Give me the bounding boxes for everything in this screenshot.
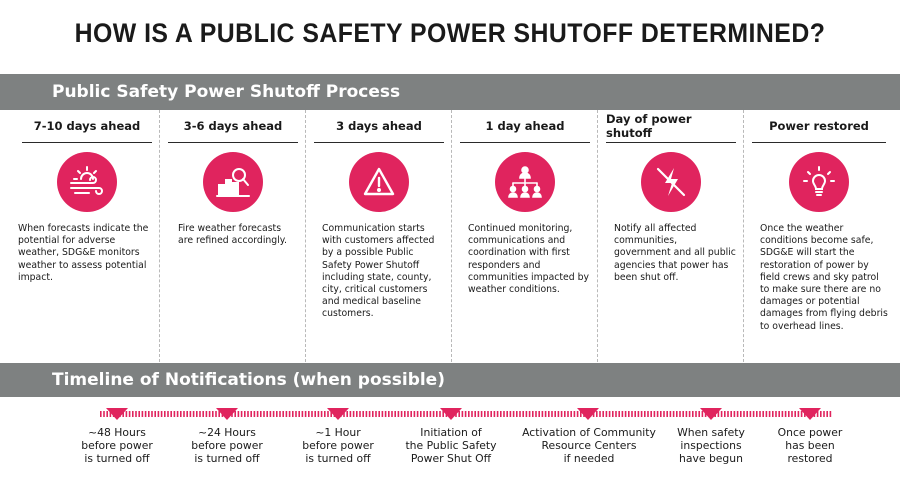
step-label: 3 days ahead (314, 110, 444, 143)
timeline-line: if needed (563, 452, 615, 465)
step-description: Notify all affected communities, government and all public agencies that power has been shut off. (614, 223, 736, 283)
chart-magnifier-icon (203, 152, 263, 212)
step-description: Fire weather forecasts are refined accordingly. (178, 223, 287, 247)
process-heading-text: Public Safety Power Shutoff Process (52, 82, 401, 102)
weather-wind-sun-icon (57, 152, 117, 212)
timeline-line: is turned off (305, 452, 371, 465)
timeline-line: have begun (679, 452, 743, 465)
step-power-restored (744, 110, 894, 362)
timeline-line: restored (787, 452, 833, 465)
timeline-marker (577, 408, 599, 420)
timeline-marker (327, 408, 349, 420)
no-power-icon (641, 152, 701, 212)
timeline-line: the Public Safety (405, 439, 497, 452)
timeline-line: Initiation of (420, 426, 482, 439)
timeline-line: Activation of Community (522, 426, 656, 439)
timeline-line: before power (191, 439, 263, 452)
timeline-line: is turned off (84, 452, 150, 465)
process-heading (0, 74, 900, 110)
warning-icon (349, 152, 409, 212)
step-label: 3-6 days ahead (168, 110, 298, 143)
step-3-days (306, 110, 452, 362)
timeline-marker (216, 408, 238, 420)
timeline-line: has been (785, 439, 835, 452)
timeline-line: is turned off (194, 452, 260, 465)
timeline-line: ~24 Hours (198, 426, 256, 439)
timeline-heading (0, 363, 900, 397)
timeline-line: ~1 Hour (315, 426, 361, 439)
timeline-marker (700, 408, 722, 420)
step-1-day (452, 110, 598, 362)
timeline-line: Resource Centers (541, 439, 637, 452)
people-network-icon (495, 152, 555, 212)
step-label: 1 day ahead (460, 110, 590, 143)
step-description: When forecasts indicate the potential for adverse weather, SDG&E monitors weather to assess potential impact. (18, 223, 149, 283)
timeline-marker (106, 408, 128, 420)
step-label: Power restored (752, 110, 886, 143)
timeline-item (386, 426, 516, 465)
step-3-6-days (160, 110, 306, 362)
timeline-line: before power (302, 439, 374, 452)
timeline-marker (799, 408, 821, 420)
step-day-of-shutoff (598, 110, 744, 362)
page-title: HOW IS A PUBLIC SAFETY POWER SHUTOFF DETERMINED? (74, 18, 826, 48)
timeline-item (273, 426, 403, 465)
timeline-heading-text: Timeline of Notifications (when possible) (52, 370, 445, 390)
timeline-line: before power (81, 439, 153, 452)
step-label: 7-10 days ahead (22, 110, 152, 143)
step-description: Communication starts with customers affected by a possible Public Safety Power Shutoff including state, county, city, critical customers and medical baseline customers. (322, 223, 435, 320)
step-7-10-days (14, 110, 160, 362)
timeline-line: ~48 Hours (88, 426, 146, 439)
timeline-item (745, 426, 875, 465)
step-label: Day of power shutoff (606, 110, 736, 143)
timeline-marker (440, 408, 462, 420)
timeline-line: When safety (677, 426, 745, 439)
timeline-item (513, 426, 665, 465)
timeline-line: Power Shut Off (410, 452, 492, 465)
lightbulb-icon (789, 152, 849, 212)
timeline-line: inspections (680, 439, 742, 452)
step-description: Once the weather conditions become safe, SDG&E will start the restoration of power by field crews and sky patrol to make sure there are no damages or potential damages from flying debris to overhead lines. (760, 223, 888, 332)
step-description: Continued monitoring, communications and coordination with first responders and communities impacted by weather conditions. (468, 223, 590, 296)
timeline-line: Once power (777, 426, 843, 439)
